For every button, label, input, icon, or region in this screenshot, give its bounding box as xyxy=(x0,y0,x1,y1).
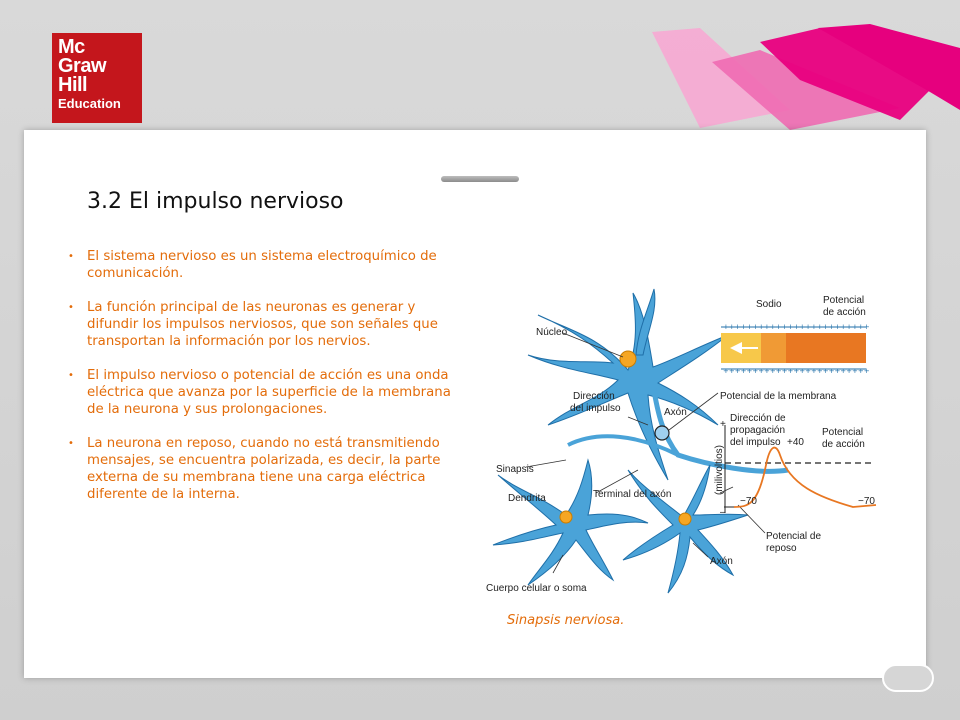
figure-caption: Sinapsis nerviosa. xyxy=(507,613,625,628)
label-direccion-prop-3: del impulso xyxy=(730,437,781,448)
label-potencial-membrana: Potencial de la membrana xyxy=(720,391,837,402)
bullet-list xyxy=(68,248,453,520)
label-potencial-accion-1: Potencial xyxy=(823,295,865,306)
slide-handle xyxy=(441,176,519,182)
label-potencial-accion-b1: Potencial xyxy=(822,427,864,438)
label-sinapsis: Sinapsis xyxy=(496,464,534,475)
label-potencial-reposo-2: reposo xyxy=(766,543,797,554)
logo-line-3: Hill xyxy=(58,74,88,96)
label-nucleo: Núcleo xyxy=(536,327,568,338)
svg-text:+++++++++++++++++++++++++: +++++++++++++++++++++++++ xyxy=(723,323,870,331)
label-minus70-right: −70 xyxy=(858,496,875,507)
bullet-item: • La neurona en reposo, cuando no está transmitiendo mensajes, se encuentra polarizada, es decir, la parte externa de su membrana tiene una carga eléctrica diferente de la interna. xyxy=(68,435,453,503)
label-direccion-prop-2: propagación xyxy=(730,425,786,436)
neuron-figure xyxy=(478,275,884,601)
logo-line-1: Mc xyxy=(58,36,85,58)
label-direccion-impulso-2: del impulso xyxy=(570,403,621,414)
logo-line-2: Graw xyxy=(58,55,107,77)
label-potencial-accion-b2: de acción xyxy=(822,439,865,450)
label-axon-bottom: Axón xyxy=(710,556,733,567)
page-title: 3.2 El impulso nervioso xyxy=(87,189,344,214)
mcgraw-hill-logo xyxy=(52,33,142,123)
label-sodio: Sodio xyxy=(756,299,782,310)
label-axon-top: Axón xyxy=(664,407,687,418)
decorative-ribbons xyxy=(0,0,960,140)
page-number-badge xyxy=(882,664,934,692)
label-plus-sign: + xyxy=(720,419,726,430)
bullet-item: • El sistema nervioso es un sistema electroquímico de comunicación. xyxy=(68,248,453,282)
label-direccion-prop-1: Dirección de xyxy=(730,413,786,424)
neuron-illustration xyxy=(478,275,884,601)
label-potencial-accion-2: de acción xyxy=(823,307,866,318)
bullet-item: • La función principal de las neuronas es generar y difundir los impulsos nerviosos, que son señales que transportan la información por los nervios. xyxy=(68,299,453,350)
label-plus40: +40 xyxy=(787,437,804,448)
label-terminal-axon: Terminal del axón xyxy=(593,489,672,500)
label-dendrita: Dendrita xyxy=(508,493,546,504)
label-cuerpo-celular: Cuerpo celular o soma xyxy=(486,583,587,594)
label-minus-sign: – xyxy=(720,507,726,518)
svg-text:+++++++++++++++++++++++++: +++++++++++++++++++++++++ xyxy=(723,367,870,375)
label-potencial-reposo-1: Potencial de xyxy=(766,531,822,542)
bullet-item: • El impulso nervioso o potencial de acción es una onda eléctrica que avanza por la superficie de la membrana de la neurona y sus prolongaciones. xyxy=(68,367,453,418)
label-milivoltios: (milivoltios) xyxy=(714,445,725,495)
label-direccion-impulso-1: Dirección xyxy=(573,391,615,402)
logo-line-4: Education xyxy=(58,96,121,111)
label-minus70-left: −70 xyxy=(740,496,757,507)
